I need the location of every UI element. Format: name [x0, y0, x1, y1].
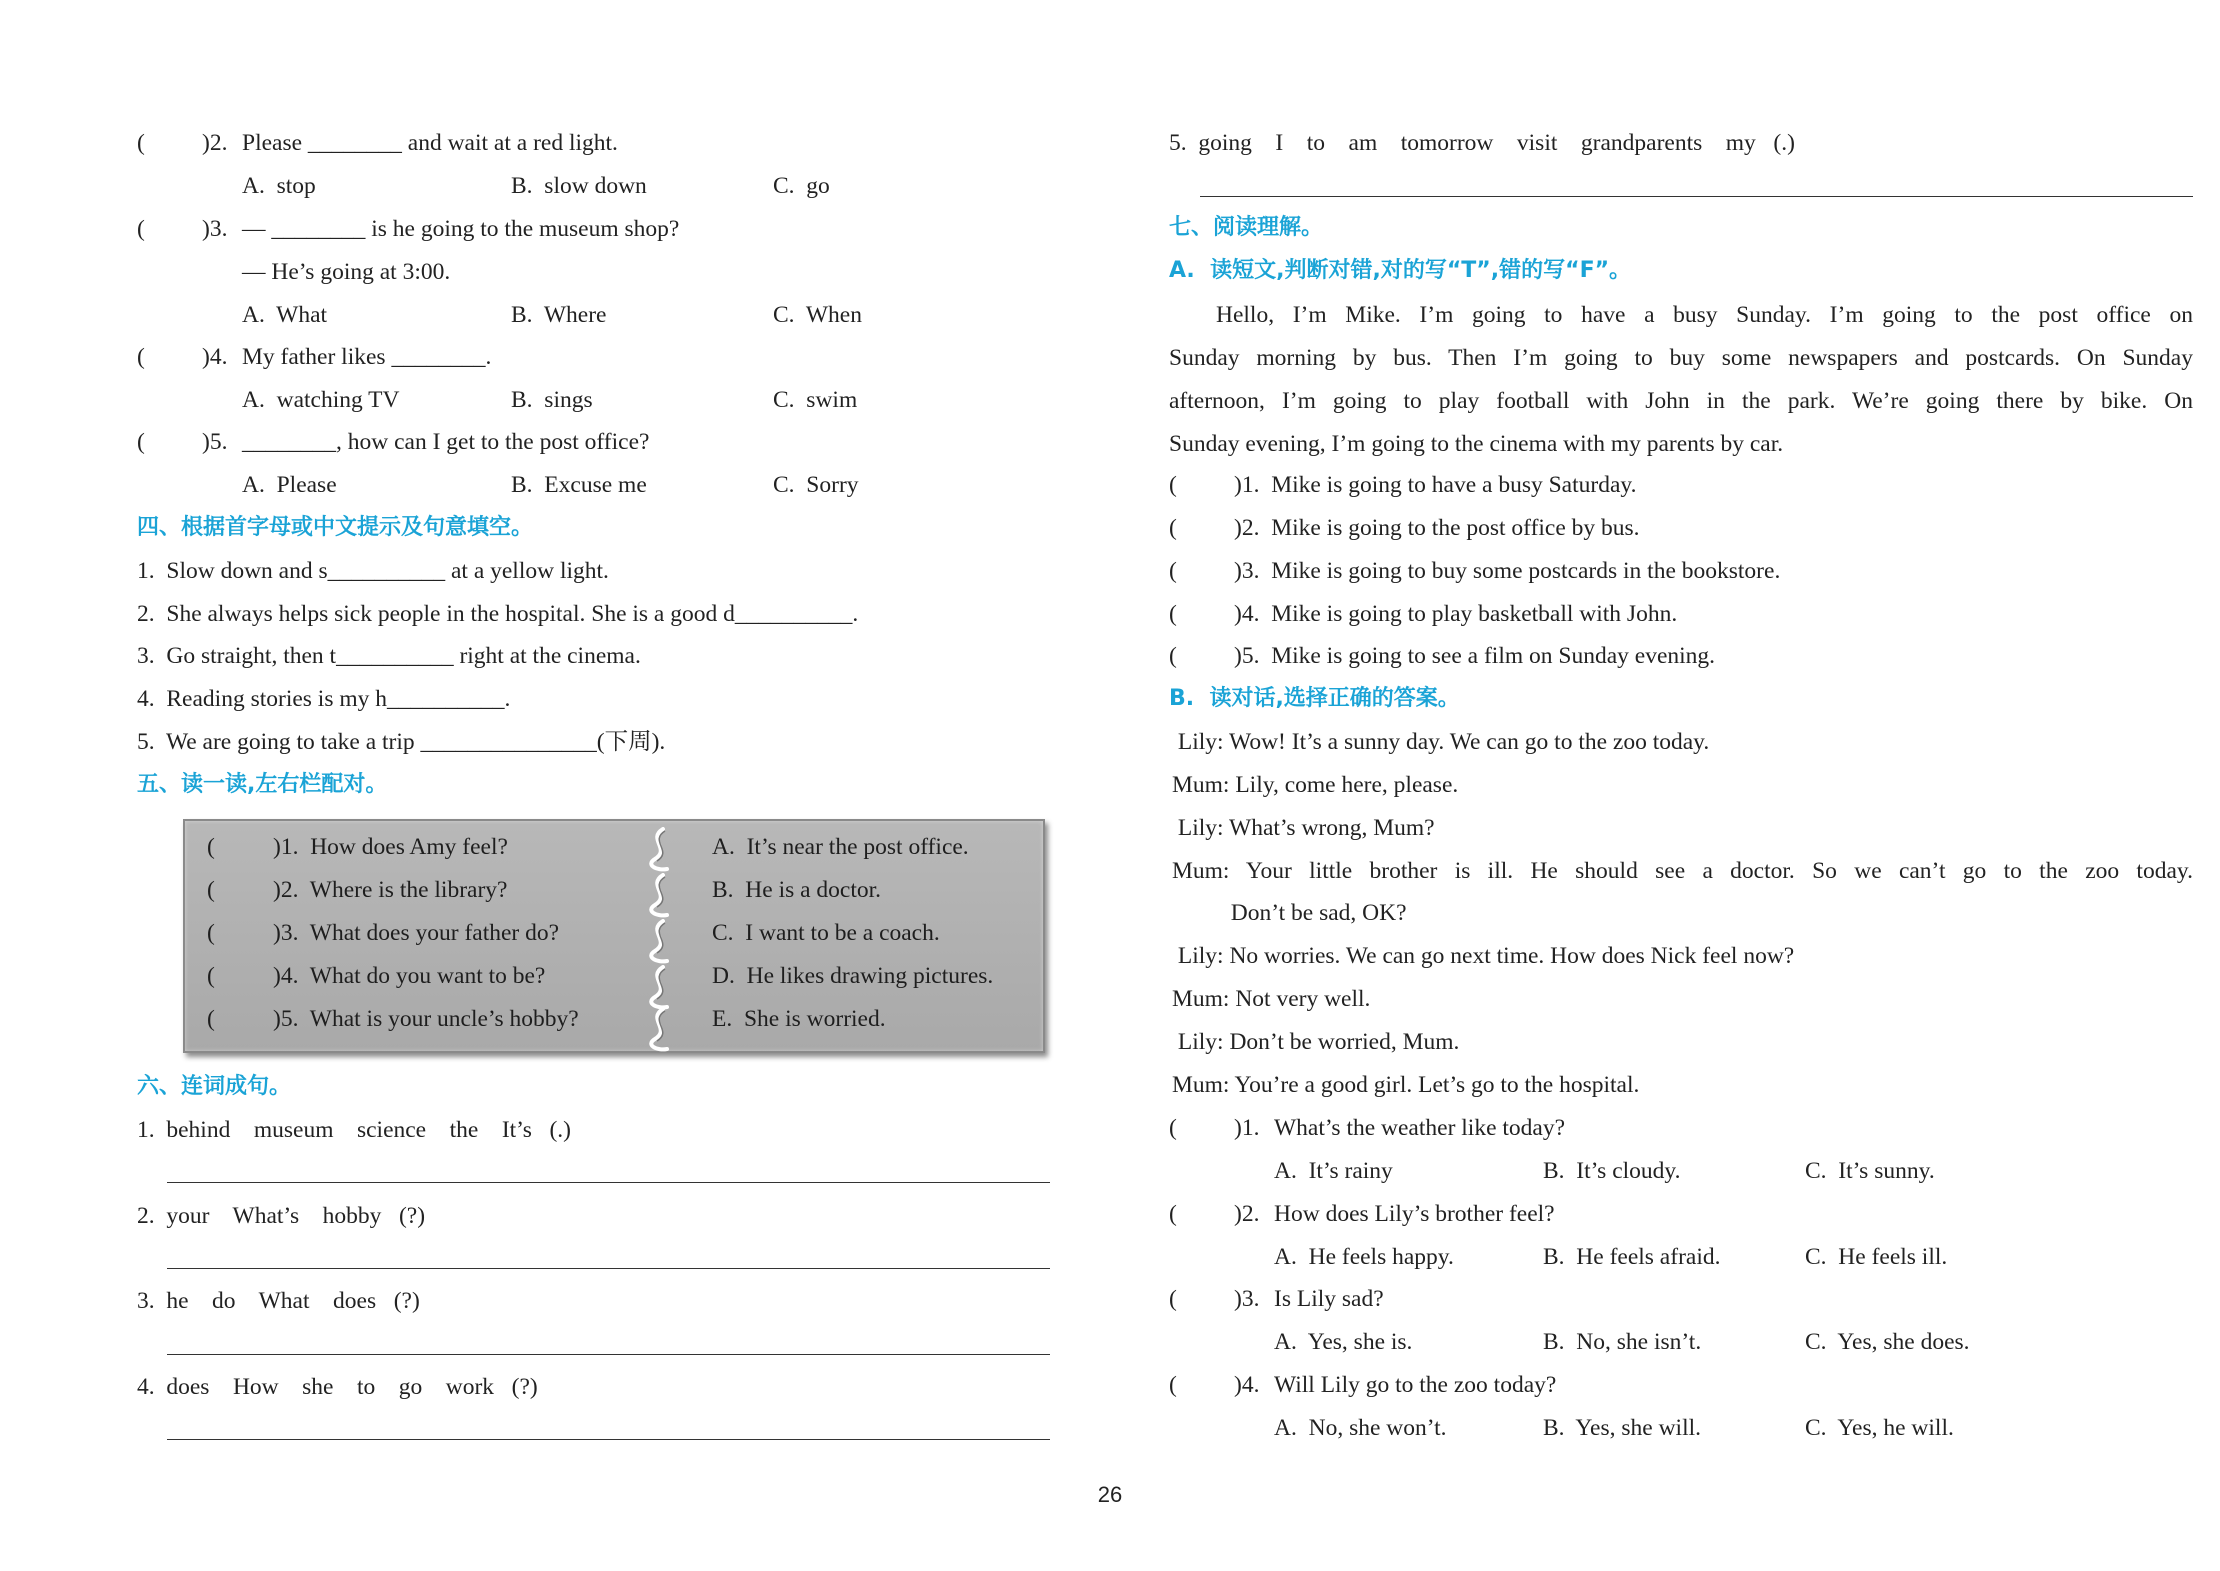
option-c: C. He feels ill. — [1805, 1244, 1948, 1270]
tf-item: )4. Mike is going to play basketball with John. — [1234, 601, 1678, 627]
dialogue-line: Mum: You’re a good girl. Let’s go to the hospital. — [1172, 1072, 1640, 1098]
matching-box — [183, 819, 1045, 1053]
reorder-item: 4. does How she to go work (?) — [137, 1374, 538, 1400]
question-stem-line2: — He’s going at 3:00. — [242, 259, 451, 285]
option-c: C. Yes, she does. — [1805, 1329, 1970, 1355]
tf-item: )2. Mike is going to the post office by bus. — [1234, 515, 1640, 541]
answer-paren: ( — [1169, 643, 1177, 669]
match-answer: D. He likes drawing pictures. — [712, 963, 994, 989]
option-a: A. What — [242, 302, 328, 328]
answer-paren: ( — [1169, 1372, 1177, 1398]
option-b: B. Excuse me — [511, 472, 647, 498]
swirl-divider-icon — [641, 873, 677, 919]
option-a: A. Yes, she is. — [1274, 1329, 1413, 1355]
fill-item: 2. She always helps sick people in the hospital. She is a good d__________. — [137, 601, 859, 627]
fill-item: 1. Slow down and s__________ at a yellow light. — [137, 558, 609, 584]
question-stem: Will Lily go to the zoo today? — [1274, 1372, 1557, 1398]
part-a-title: A. 读短文,判断对错,对的写“T”,错的写“F”。 — [1169, 258, 1632, 283]
option-b: B. sings — [511, 387, 593, 413]
option-b: B. Where — [511, 302, 607, 328]
passage-line: afternoon, I’m going to play football with John in the park. We’re going there by bike. On — [1169, 388, 2193, 414]
option-a: A. He feels happy. — [1274, 1244, 1454, 1270]
option-a: A. It’s rainy — [1274, 1158, 1393, 1184]
swirl-divider-icon — [641, 965, 677, 1011]
answer-paren: ( — [1169, 1115, 1177, 1141]
option-c: C. When — [773, 302, 862, 328]
part-b-title: B. 读对话,选择正确的答案。 — [1169, 686, 1460, 711]
question-number: )3. — [1234, 1286, 1260, 1312]
question-stem: — ________ is he going to the museum shop? — [242, 216, 680, 242]
answer-line — [1200, 196, 2193, 197]
answer-paren: ( — [207, 1006, 215, 1032]
match-question: )3. What does your father do? — [273, 920, 560, 946]
match-answer: E. She is worried. — [712, 1006, 886, 1032]
option-a: A. watching TV — [242, 387, 400, 413]
passage-line: Sunday evening, I’m going to the cinema with my parents by car. — [1169, 431, 1784, 457]
option-b: B. slow down — [511, 173, 647, 199]
answer-paren: ( — [207, 920, 215, 946]
question-number: )3. — [202, 216, 228, 242]
section-6-title: 六、连词成句。 — [137, 1074, 292, 1099]
passage-line: Sunday morning by bus. Then I’m going to buy some newspapers and postcards. On Sunday — [1169, 345, 2193, 371]
option-c: C. Yes, he will. — [1805, 1415, 1954, 1441]
section-5-title: 五、读一读,左右栏配对。 — [137, 772, 388, 797]
answer-line — [167, 1182, 1050, 1183]
dialogue-line: Mum: Lily, come here, please. — [1172, 772, 1459, 798]
option-c: C. It’s sunny. — [1805, 1158, 1935, 1184]
option-a: A. stop — [242, 173, 316, 199]
answer-paren: ( — [137, 429, 145, 455]
match-answer: B. He is a doctor. — [712, 877, 882, 903]
tf-item: )1. Mike is going to have a busy Saturday. — [1234, 472, 1637, 498]
question-number: )2. — [202, 130, 228, 156]
reorder-item: 1. behind museum science the It’s (.) — [137, 1117, 572, 1143]
question-stem: What’s the weather like today? — [1274, 1115, 1566, 1141]
fill-item: 3. Go straight, then t__________ right at the cinema. — [137, 643, 641, 669]
page-number: 26 — [1097, 1482, 1123, 1507]
dialogue-line: Lily: What’s wrong, Mum? — [1172, 815, 1435, 841]
option-b: B. It’s cloudy. — [1543, 1158, 1681, 1184]
reorder-item: 5. going I to am tomorrow visit grandparents my (.) — [1169, 130, 1795, 156]
option-c: C. Sorry — [773, 472, 859, 498]
answer-paren: ( — [1169, 1201, 1177, 1227]
question-number: )5. — [202, 429, 228, 455]
passage-text: Hello, I’m Mike. I’m going to have a busy Sunday. I’m going to the post office on — [1216, 302, 2193, 328]
tf-item: )3. Mike is going to buy some postcards in the bookstore. — [1234, 558, 1781, 584]
match-question: )1. How does Amy feel? — [273, 834, 508, 860]
swirl-divider-icon — [641, 1007, 677, 1053]
fill-item: 5. We are going to take a trip _______________(下周). — [137, 729, 666, 755]
answer-paren: ( — [207, 963, 215, 989]
section-4-title: 四、根据首字母或中文提示及句意填空。 — [137, 515, 534, 540]
answer-line — [167, 1439, 1050, 1440]
question-stem: Is Lily sad? — [1274, 1286, 1384, 1312]
match-question: )5. What is your uncle’s hobby? — [273, 1006, 579, 1032]
answer-paren: ( — [207, 834, 215, 860]
dialogue-line: Mum: Your little brother is ill. He should see a doctor. So we can’t go to the zoo today. — [1172, 858, 2193, 884]
question-stem: How does Lily’s brother feel? — [1274, 1201, 1555, 1227]
answer-paren: ( — [137, 344, 145, 370]
swirl-divider-icon — [641, 919, 677, 965]
match-question: )4. What do you want to be? — [273, 963, 546, 989]
dialogue-line: Lily: No worries. We can go next time. How does Nick feel now? — [1172, 943, 1795, 969]
answer-paren: ( — [1169, 558, 1177, 584]
question-number: )4. — [202, 344, 228, 370]
option-b: B. Yes, she will. — [1543, 1415, 1702, 1441]
option-c: C. go — [773, 173, 830, 199]
answer-paren: ( — [1169, 601, 1177, 627]
answer-paren: ( — [1169, 472, 1177, 498]
option-a: A. Please — [242, 472, 337, 498]
answer-paren: ( — [1169, 515, 1177, 541]
option-b: B. He feels afraid. — [1543, 1244, 1721, 1270]
fill-item: 4. Reading stories is my h__________. — [137, 686, 511, 712]
tf-item: )5. Mike is going to see a film on Sunday evening. — [1234, 643, 1716, 669]
dialogue-line: Don’t be sad, OK? — [1172, 900, 1407, 926]
dialogue-line: Lily: Wow! It’s a sunny day. We can go to the zoo today. — [1172, 729, 1710, 755]
dialogue-line: Mum: Not very well. — [1172, 986, 1371, 1012]
answer-paren: ( — [137, 130, 145, 156]
question-stem: ________, how can I get to the post office? — [242, 429, 650, 455]
answer-paren: ( — [1169, 1286, 1177, 1312]
question-stem: My father likes ________. — [242, 344, 492, 370]
dialogue-line: Lily: Don’t be worried, Mum. — [1172, 1029, 1460, 1055]
question-stem: Please ________ and wait at a red light. — [242, 130, 618, 156]
answer-paren: ( — [207, 877, 215, 903]
question-number: )1. — [1234, 1115, 1260, 1141]
match-question: )2. Where is the library? — [273, 877, 508, 903]
answer-paren: ( — [137, 216, 145, 242]
swirl-divider-icon — [641, 827, 677, 873]
match-answer: A. It’s near the post office. — [712, 834, 969, 860]
question-number: )4. — [1234, 1372, 1260, 1398]
option-a: A. No, she won’t. — [1274, 1415, 1447, 1441]
section-7-title: 七、阅读理解。 — [1169, 215, 1324, 240]
match-answer: C. I want to be a coach. — [712, 920, 940, 946]
reorder-item: 3. he do What does (?) — [137, 1288, 420, 1314]
reorder-item: 2. your What’s hobby (?) — [137, 1203, 426, 1229]
option-c: C. swim — [773, 387, 858, 413]
answer-line — [167, 1354, 1050, 1355]
answer-line — [167, 1268, 1050, 1269]
passage-line — [1169, 294, 2193, 337]
option-b: B. No, she isn’t. — [1543, 1329, 1702, 1355]
question-number: )2. — [1234, 1201, 1260, 1227]
